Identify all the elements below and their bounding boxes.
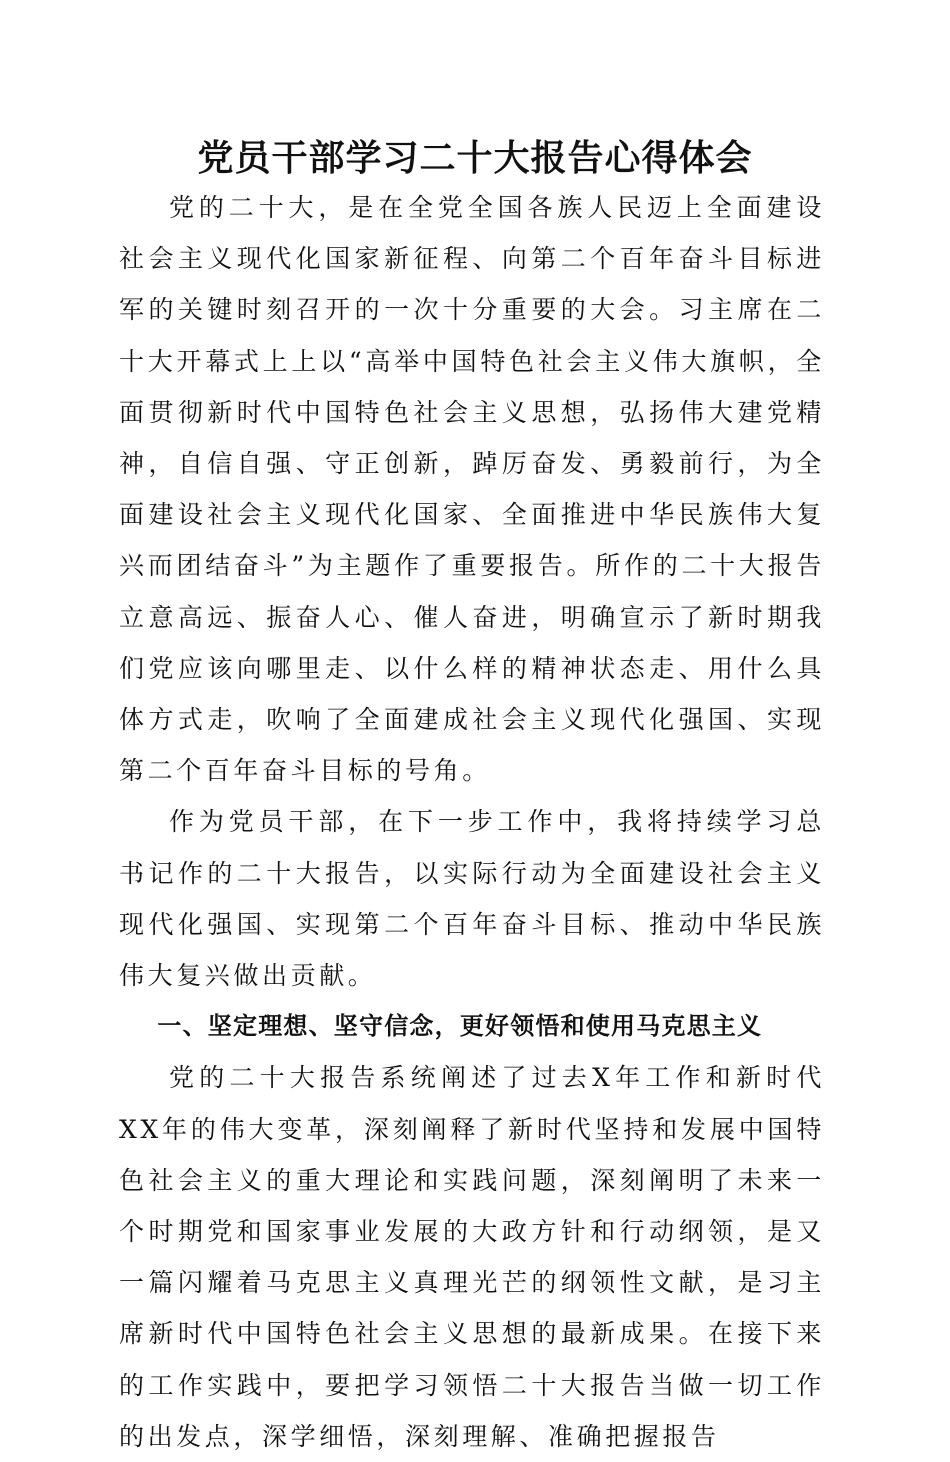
paragraph-commitment: 作为党员干部，在下一步工作中，我将持续学习总书记作的二十大报告，以实际行动为全面建设社会主义现代化强国、实现第二个百年奋斗目标、推动中华民族伟大复兴做出贡献。 — [119, 807, 825, 991]
document-body — [119, 182, 825, 1462]
paragraph-intro: 党的二十大，是在全党全国各族人民迈上全面建设社会主义现代化国家新征程、向第二个百年奋斗目标进军的关键时刻召开的一次十分重要的大会。习主席在二十大开幕式上上以“高举中国特色社会主义伟大旗帜，全面贯彻新时代中国特色社会主义思想，弘扬伟大建党精神，自信自强、守正创新，踔厉奋发、勇毅前行，为全面建设社会主义现代化国家、全面推进中华民族伟大复兴而团结奋斗”为主题作了重要报告。所作的二十大报告立意高远、振奋人心、催人奋进，明确宣示了新时期我们党应该向哪里走、以什么样的精神状态走、用什么具体方式走，吹响了全面建成社会主义现代化强国、实现第二个百年奋斗目标的号角。 — [119, 193, 825, 786]
document-title: 党员干部学习二十大报告心得体会 — [197, 137, 753, 179]
section-1-paragraph: 党的二十大报告系统阐述了过去X年工作和新时代XX年的伟大变革，深刻阐释了新时代坚持和发展中国特色社会主义的重大理论和实践问题，深刻阐明了未来一个时期党和国家事业发展的大政方针和行动纲领，是又一篇闪耀着马克思主义真理光芒的纲领性文献，是习主席新时代中国特色社会主义思想的最新成果。在接下来的工作实践中，要把学习领悟二十大报告当做一切工作的出发点，深学细悟，深刻理解、准确把握报告 — [119, 1063, 825, 1451]
section-heading-1: 一、坚定理想、坚守信念，更好领悟和使用马克思主义 — [157, 1012, 763, 1041]
